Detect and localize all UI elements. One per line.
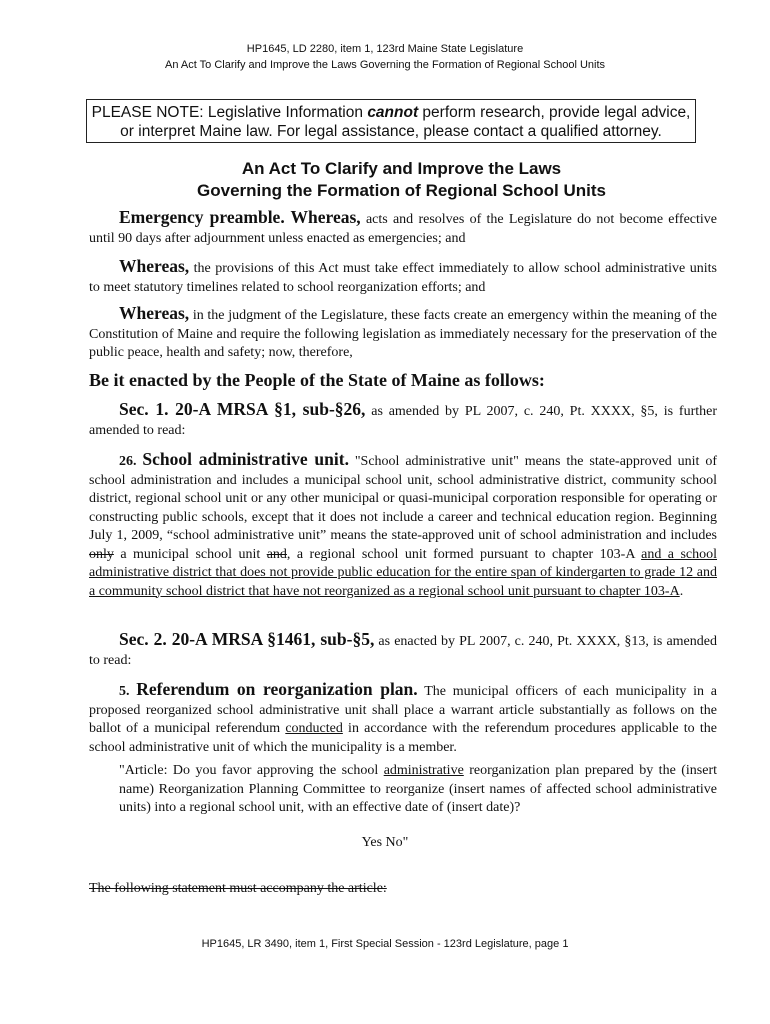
subsection-text: "School administrative unit" means the state-approved unit of school administration and includes a municipal school unit, school administrative district, community school district, regional school unit or any other municipal or quasi-municipal corporation responsible for operating or constructing public schools, except that it does not include a career and technical education region. Beginning July 1, 2009, “school administrative unit” means the state-approved unit of school administration and includes <box>89 454 718 543</box>
header-line-2: An Act To Clarify and Improve the Laws Governing the Formation of Regional School Units <box>164 59 606 71</box>
subsection-number: 5. <box>119 684 137 699</box>
preamble-text: acts and resolves of the Legislature do not become effective until 90 days after adjournment unless enacted as emergencies; and <box>89 212 717 246</box>
yes-no-options: Yes No" <box>361 835 409 850</box>
inserted-text: conducted <box>285 721 343 736</box>
subsection-heading: School administrative unit. <box>142 449 349 469</box>
section-2-heading: Sec. 2. 20-A MRSA §1461, sub-§5, <box>119 629 375 649</box>
subsection-text: The municipal officers of each municipality in a proposed reorganized school administrative unit shall place a warrant article substantially as follows on the ballot of a municipal referendum <box>89 684 718 736</box>
preamble-lead: Emergency preamble. Whereas, <box>119 207 361 227</box>
emergency-preamble-paragraph <box>89 208 717 248</box>
struck-text: only <box>89 546 114 562</box>
subsection-text: , a regional school unit formed pursuant to chapter 103-A <box>286 546 642 562</box>
subsection-number: 26. <box>119 454 143 469</box>
article-text: "Article: Do you favor approving the school <box>119 763 384 778</box>
page-footer: HP1645, LR 3490, item 1, First Special Session - 123rd Legislature, page 1 <box>201 938 569 950</box>
whereas-paragraph-2 <box>89 304 717 363</box>
section-1 <box>89 400 717 440</box>
notice-text-after: perform research, provide legal advice, or interpret Maine law. For legal assistance, please contact a qualified attorney. <box>120 104 691 140</box>
section-1-heading: Sec. 1. 20-A MRSA §1, sub-§26, <box>119 399 366 419</box>
article-text: reorganization plan prepared by the (insert name) Reorganization Planning Committee to reorganize (insert names of affected school administrative units) into a regional school unit, with an effective date of (insert date)? <box>119 763 717 815</box>
whereas-text: the provisions of this Act must take effect immediately to allow school administrative units to meet statutory timelines related to school reorganization efforts; and <box>89 261 717 295</box>
subsection-text: a municipal school unit <box>113 546 267 562</box>
subsection-text: in accordance with the referendum procedures applicable to the school administrative unit of which the municipality is a member. <box>89 721 717 755</box>
subsection-26 <box>89 450 717 601</box>
inserted-text: and a school administrative district that does not provide public education for the entire span of kindergarten to grade 12 and a community school district that have not reorganized as a regional school unit pursuant to chapter 103-A <box>89 546 718 599</box>
act-title-line-1: An Act To Clarify and Improve the Laws <box>241 159 562 178</box>
notice-text-before: PLEASE NOTE: Legislative Information <box>91 104 368 121</box>
subsection-heading: Referendum on reorganization plan. <box>136 679 418 699</box>
act-title-line-2: Governing the Formation of Regional School Units <box>197 181 606 200</box>
struck-statement: The following statement must accompany the article: <box>89 881 387 896</box>
legal-notice-box <box>86 99 696 143</box>
subsection-text: . <box>679 583 684 599</box>
section-1-text: as amended by PL 2007, c. 240, Pt. XXXX, §5, is further amended to read: <box>89 404 717 438</box>
whereas-lead: Whereas, <box>119 256 190 276</box>
ballot-article <box>119 762 717 818</box>
struck-text: and <box>266 546 287 562</box>
whereas-text: in the judgment of the Legislature, these facts create an emergency within the meaning of the Constitution of Maine and require the following legislation as immediately necessary for the preservation of the public peace, health and safety; now, therefore, <box>89 308 717 360</box>
enacting-clause: Be it enacted by the People of the State of Maine as follows: <box>89 370 545 390</box>
whereas-lead: Whereas, <box>119 303 190 323</box>
section-2-text: as enacted by PL 2007, c. 240, Pt. XXXX, §13, is amended to read: <box>89 634 717 668</box>
subsection-5 <box>89 680 717 757</box>
header-line-1: HP1645, LD 2280, item 1, 123rd Maine State Legislature <box>246 43 524 55</box>
section-2 <box>89 630 717 670</box>
whereas-paragraph-1 <box>89 257 717 297</box>
inserted-text: administrative <box>383 763 464 778</box>
notice-emphasis: cannot <box>367 104 419 121</box>
